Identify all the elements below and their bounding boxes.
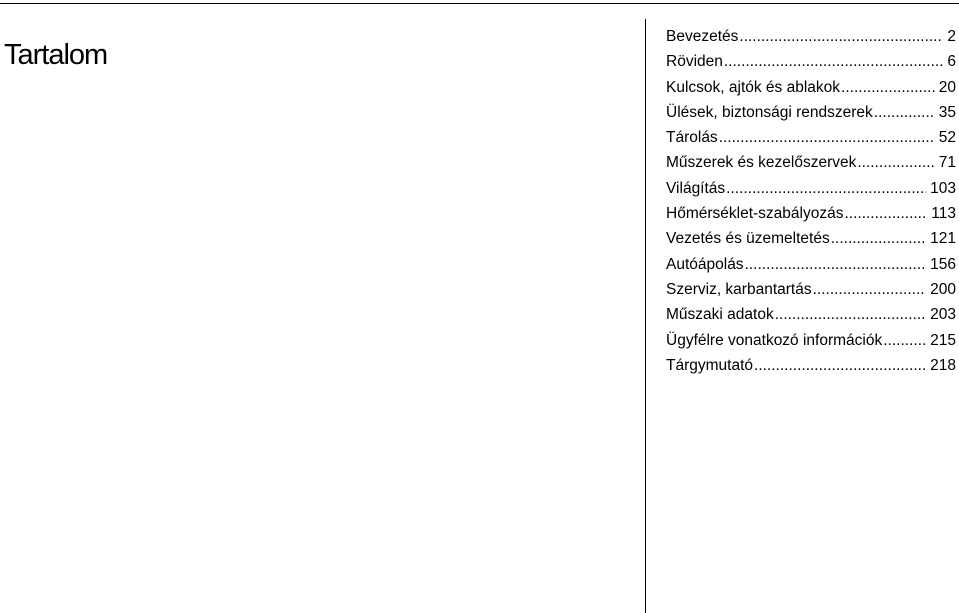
toc-entry-page-number: 103 <box>930 179 956 197</box>
toc-entry-label: Műszaki adatok <box>666 306 774 324</box>
toc-entry-leader-dots <box>844 201 927 226</box>
toc-entry[interactable] <box>666 150 956 175</box>
toc-entry-leader-dots <box>813 277 927 302</box>
toc-entry-page-number: 20 <box>938 78 956 96</box>
toc-entry-page-number: 52 <box>938 129 956 147</box>
toc-entry-label: Szerviz, karbantartás <box>666 280 812 298</box>
toc-entry-leader-dots <box>719 125 935 150</box>
toc-entry-page-number: 215 <box>930 331 956 349</box>
toc-entry-label: Műszerek és kezelőszervek <box>666 154 857 172</box>
toc-entry[interactable] <box>666 75 956 100</box>
toc-entry-label: Kulcsok, ajtók és ablakok <box>666 78 841 96</box>
toc-entry-leader-dots <box>724 49 944 74</box>
toc-entry-page-number: 121 <box>930 230 956 248</box>
toc-entry-page-number: 6 <box>947 53 956 71</box>
toc-entry-label: Vezetés és üzemeltetés <box>666 230 830 248</box>
toc-entry-label: Ügyfélre vonatkozó információk <box>666 331 883 349</box>
toc-entry[interactable] <box>666 328 956 353</box>
column-divider <box>645 19 646 613</box>
toc-entry-label: Tárolás <box>666 129 718 147</box>
toc-entry[interactable] <box>666 125 956 150</box>
toc-entry-page-number: 71 <box>938 154 956 172</box>
toc-entry-page-number: 156 <box>930 255 956 273</box>
toc-entry-page-number: 35 <box>938 103 956 121</box>
toc-entry-label: Világítás <box>666 179 726 197</box>
toc-entry[interactable] <box>666 100 956 125</box>
page-title: Tartalom <box>4 39 108 72</box>
toc-entry[interactable] <box>666 353 956 378</box>
toc-entry-leader-dots <box>745 252 927 277</box>
toc-entry-leader-dots <box>831 226 926 251</box>
toc-entry[interactable] <box>666 252 956 277</box>
toc-entry-leader-dots <box>857 150 934 175</box>
toc-entry[interactable] <box>666 176 956 201</box>
toc-entry[interactable] <box>666 24 956 49</box>
table-of-contents <box>666 24 956 378</box>
toc-entry[interactable] <box>666 277 956 302</box>
toc-entry-leader-dots <box>775 302 926 327</box>
toc-entry-label: Bevezetés <box>666 28 739 45</box>
toc-entry-label: Hőmérséklet-szabályozás <box>666 205 844 223</box>
toc-entry-page-number: 2 <box>947 28 956 45</box>
toc-entry-leader-dots <box>841 75 935 100</box>
top-rule <box>0 3 959 4</box>
toc-entry-label: Ülések, biztonsági rendszerek <box>666 103 873 121</box>
toc-entry-label: Autóápolás <box>666 255 744 273</box>
toc-entry-leader-dots <box>883 328 926 353</box>
toc-entry-label: Tárgymutató <box>666 356 754 374</box>
toc-entry-leader-dots <box>739 24 943 49</box>
toc-entry-page-number: 218 <box>930 356 956 374</box>
toc-entry-page-number: 203 <box>930 306 956 324</box>
toc-entry-leader-dots <box>726 176 926 201</box>
toc-entry-page-number: 113 <box>931 205 956 223</box>
toc-entry-leader-dots <box>754 353 926 378</box>
toc-entry[interactable] <box>666 226 956 251</box>
toc-entry[interactable] <box>666 49 956 74</box>
toc-entry-page-number: 200 <box>930 280 956 298</box>
toc-entry-leader-dots <box>874 100 935 125</box>
toc-entry[interactable] <box>666 302 956 327</box>
toc-entry-label: Röviden <box>666 53 723 71</box>
toc-entry[interactable] <box>666 201 956 226</box>
